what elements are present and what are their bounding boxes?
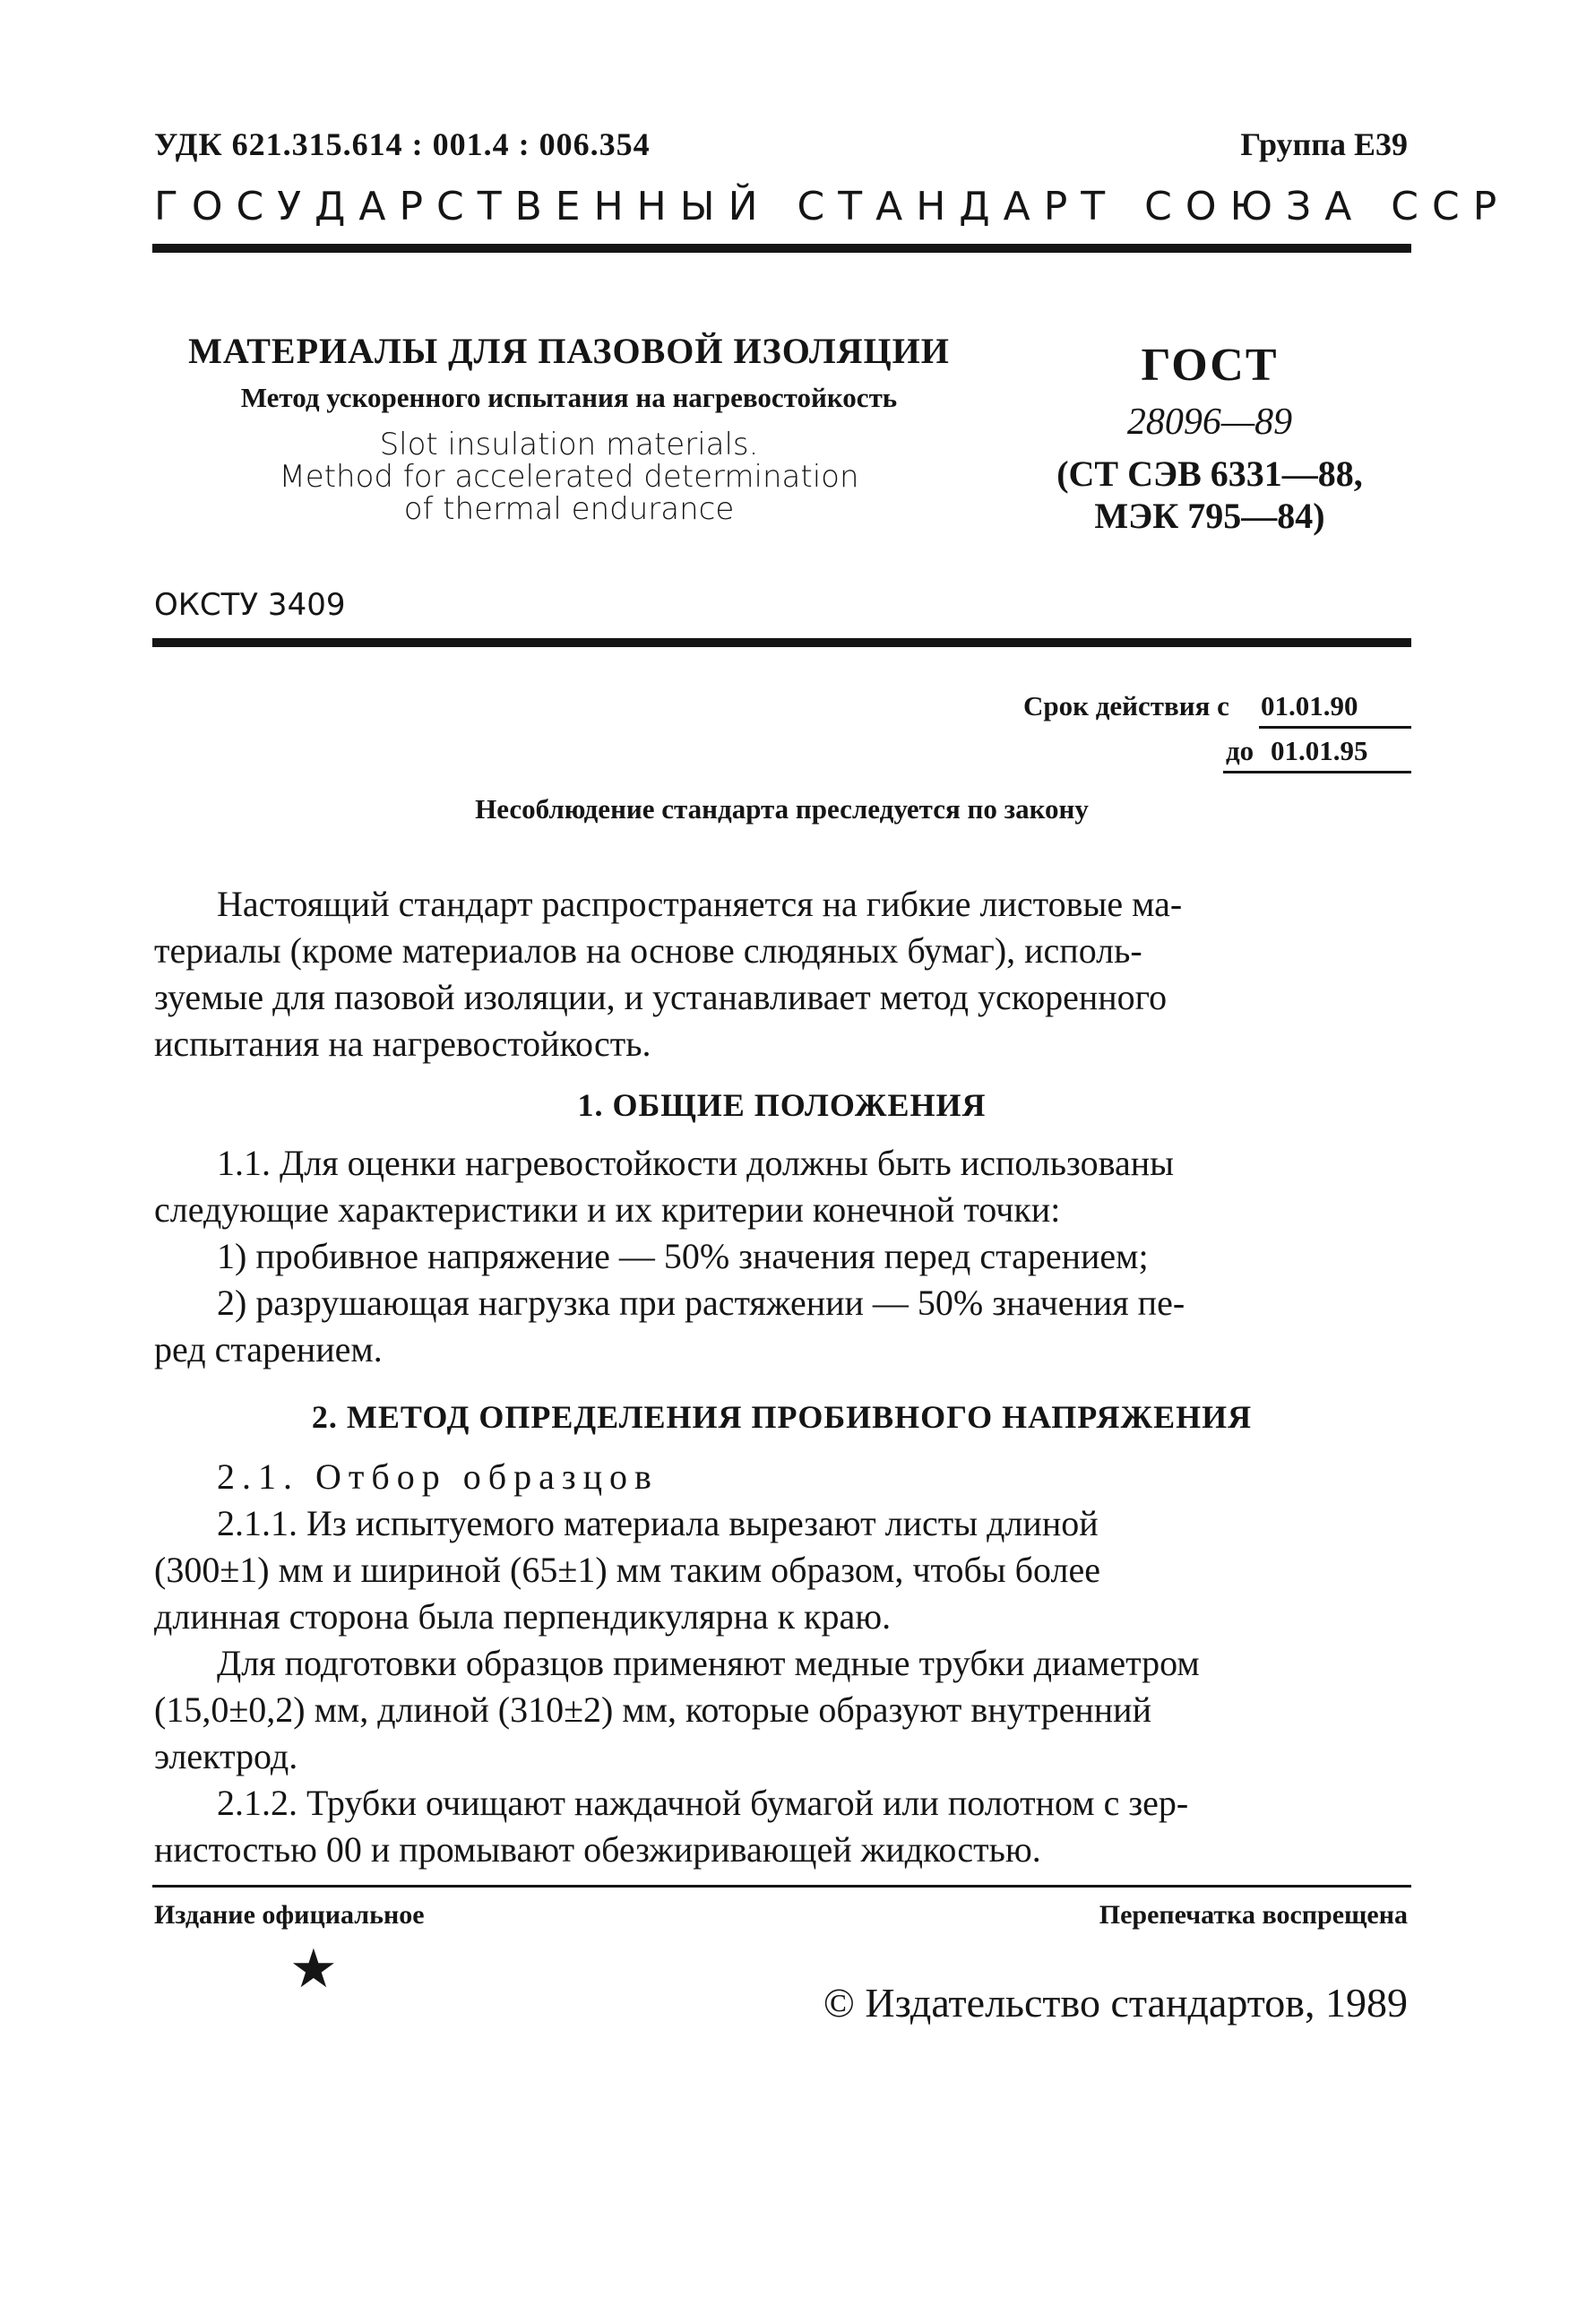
title-rule [152,638,1411,647]
text-line: следующие характеристики и их критерии конечной точки: [154,1189,1061,1230]
text-line: 2.1.2. Трубки очищают наждачной бумагой или полотном с зер- [217,1783,1189,1823]
text-line: длинная сторона была перпендикулярна к краю. [154,1596,892,1637]
list-item: 1) пробивное напряжение — 50% значения перед старением; [217,1236,1149,1276]
gost-block [995,339,1425,537]
validity-underline [1223,771,1411,773]
edition-label: Издание официальное [154,1900,425,1930]
gost-label: ГОСТ [1141,340,1279,391]
english-title-line: of thermal endurance [403,491,735,527]
text-line: ред старением. [154,1329,383,1369]
validity-underline [1259,726,1411,729]
okstu-code: ОКСТУ 3409 [154,587,346,623]
text-line: 2.1.1. Из испытуемого материала вырезают листы длиной [217,1503,1099,1543]
section-heading: 2. МЕТОД ОПРЕДЕЛЕНИЯ ПРОБИВНОГО НАПРЯЖЕНИЯ [311,1399,1253,1435]
text-line: (300±1) мм и шириной (65±1) мм таким образом, чтобы более [154,1550,1100,1590]
intro-paragraph [154,881,1411,1067]
section-heading: 1. ОБЩИЕ ПОЛОЖЕНИЯ [577,1087,987,1123]
english-title [152,428,986,525]
section-1-text [154,1140,1411,1373]
text-line: испытания на нагревостойкость. [154,1024,651,1064]
text-line: Для подготовки образцов применяют медные трубки диаметром [217,1643,1200,1683]
text-line: нистостью 00 и промывают обезжиривающей жидкостью. [154,1829,1041,1870]
section-2-text [154,1454,1411,1873]
text-line: (15,0±0,2) мм, длиной (310±2) мм, которые образуют внутренний [154,1689,1151,1730]
gost-number: 28096—89 [1126,402,1293,443]
sub-heading: 2.1. Отбор образцов [217,1456,659,1497]
legal-notice: Несоблюдение стандарта преследуется по закону [475,793,1089,825]
text-line: териалы (кроме материалов на основе слюдяных бумаг), исполь- [154,930,1142,971]
footer-rule [152,1885,1411,1888]
document-subtitle: Метод ускоренного испытания на нагревостойкость [240,382,898,413]
document-title: МАТЕРИАЛЫ ДЛЯ ПАЗОВОЙ ИЗОЛЯЦИИ [188,331,950,371]
header-rule [152,244,1411,253]
state-standard-banner: ГОСУДАРСТВЕННЫЙ СТАНДАРТ СОЮЗА ССР [154,184,1511,229]
text-line: Настоящий стандарт распространяется на гибкие листовые ма- [217,884,1183,924]
reprint-notice: Перепечатка воспрещена [1099,1900,1408,1930]
english-title-line: Slot insulation materials. [379,427,759,462]
list-item: 2) разрушающая нагрузка при растяжении — 50% значения пе- [217,1283,1185,1323]
text-line: электрод. [154,1736,298,1776]
validity-from: 01.01.90 [1261,690,1358,721]
validity-label: Срок действия с [1023,690,1229,721]
gost-reference: (СТ СЭВ 6331—88, [1056,454,1363,494]
copyright-notice: © Издательство стандартов, 1989 [823,1980,1408,2026]
star-icon: ★ [289,1938,338,2000]
validity-to: 01.01.95 [1271,735,1368,766]
text-line: зуемые для пазовой изоляции, и устанавливает метод ускоренного [154,977,1168,1017]
text-line: 1.1. Для оценки нагревостойкости должны быть использованы [217,1143,1174,1183]
group-code: Группа Е39 [1240,126,1408,162]
udk-code: УДК 621.315.614 : 001.4 : 006.354 [154,126,651,162]
gost-reference: МЭК 795—84) [1094,496,1325,536]
english-title-line: Method for accelerated determination [279,459,859,495]
validity-to-label: до [1226,735,1254,766]
